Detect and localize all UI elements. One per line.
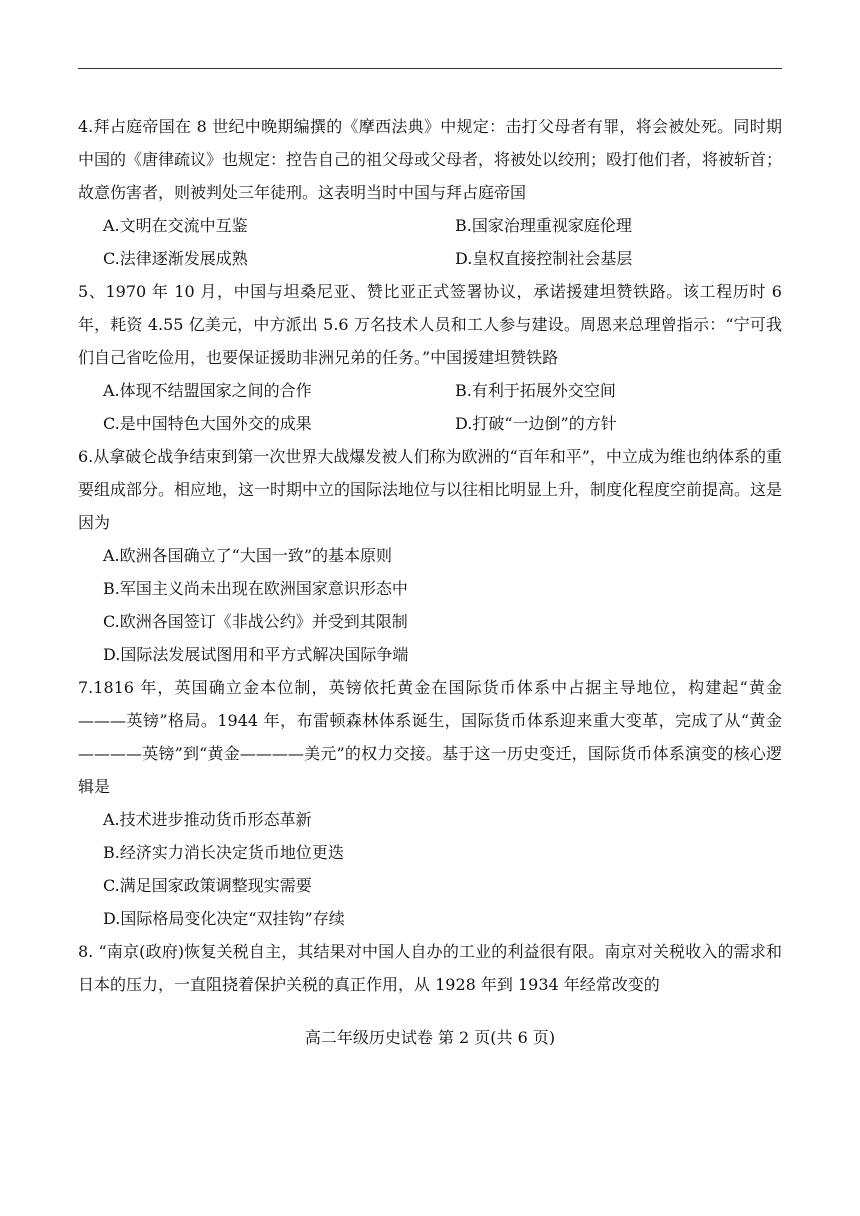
question-7: [78, 671, 782, 935]
option-a: A.技术进步推动货币形态革新: [103, 810, 312, 829]
option-d: D.国际格局变化决定“双挂钩”存续: [103, 909, 345, 928]
option-d: D.国际法发展试图用和平方式解决国际争端: [103, 645, 409, 664]
question-stem: 5、1970 年 10 月，中国与坦桑尼亚、赞比亚正式签署协议，承诺援建坦赞铁路。该工程历时 6 年，耗资 4.55 亿美元，中方派出 5.6 万名技术人员和工人参与建设。周恩来总理曾指示：“宁可我们自己省吃俭用，也要保证援助非洲兄弟的任务。”中国援建坦赞铁路: [78, 282, 782, 367]
page-footer: 高二年级历史试卷 第 2 页(共 6 页): [304, 1028, 556, 1047]
option-row: [78, 242, 782, 275]
option-b: B.有利于拓展外交空间: [455, 381, 616, 400]
question-5: [78, 275, 782, 440]
question-6: [78, 440, 782, 671]
question-stem: 6.从拿破仑战争结束到第一次世界大战爆发被人们称为欧洲的“百年和平”，中立成为维也纳体系的重要组成部分。相应地，这一时期中立的国际法地位与以往相比明显上升，制度化程度空前提高。这是因为: [78, 447, 783, 532]
option-b: B.国家治理重视家庭伦理: [455, 216, 632, 235]
option-a: A.文明在交流中互鉴: [103, 216, 248, 235]
question-8: [78, 935, 782, 1001]
option-d: D.打破“一边倒”的方针: [455, 414, 617, 433]
option-row: [78, 209, 782, 242]
option-c: C.满足国家政策调整现实需要: [103, 876, 312, 895]
option-d: D.皇权直接控制社会基层: [455, 249, 633, 268]
exam-content: [78, 110, 782, 1001]
option-c: C.欧洲各国签订《非战公约》并受到其限制: [103, 612, 408, 631]
question-4: [78, 110, 782, 275]
option-a: A.欧洲各国确立了“大国一致”的基本原则: [103, 546, 393, 565]
question-stem: 7.1816 年，英国确立金本位制，英镑依托黄金在国际货币体系中占据主导地位，构建起“黄金———英镑”格局。1944 年，布雷顿森林体系诞生，国际货币体系迎来重大变革，完成了从“黄金————英镑”到“黄金————美元”的权力交接。基于这一历史变迁，国际货币体系演变的核心逻辑是: [78, 678, 782, 796]
option-c: C.是中国特色大国外交的成果: [103, 414, 312, 433]
option-a: A.体现不结盟国家之间的合作: [103, 381, 312, 400]
question-stem: 4.拜占庭帝国在 8 世纪中晚期编撰的《摩西法典》中规定：击打父母者有罪，将会被处死。同时期中国的《唐律疏议》也规定：控告自己的祖父母或父母者，将被处以绞刑；殴打他们者，将被斩首；故意伤害者，则被判处三年徒刑。这表明当时中国与拜占庭帝国: [78, 117, 783, 202]
option-row: [78, 407, 782, 440]
option-c: C.法律逐渐发展成熟: [103, 249, 248, 268]
option-b: B.军国主义尚未出现在欧洲国家意识形态中: [103, 579, 408, 598]
header-rule: [78, 68, 782, 69]
option-b: B.经济实力消长决定货币地位更迭: [103, 843, 344, 862]
option-row: [78, 374, 782, 407]
question-stem: 8. “南京(政府)恢复关税自主，其结果对中国人自办的工业的利益很有限。南京对关税收入的需求和日本的压力，一直阻挠着保护关税的真正作用，从 1928 年到 1934 年经常改变的: [78, 942, 782, 994]
